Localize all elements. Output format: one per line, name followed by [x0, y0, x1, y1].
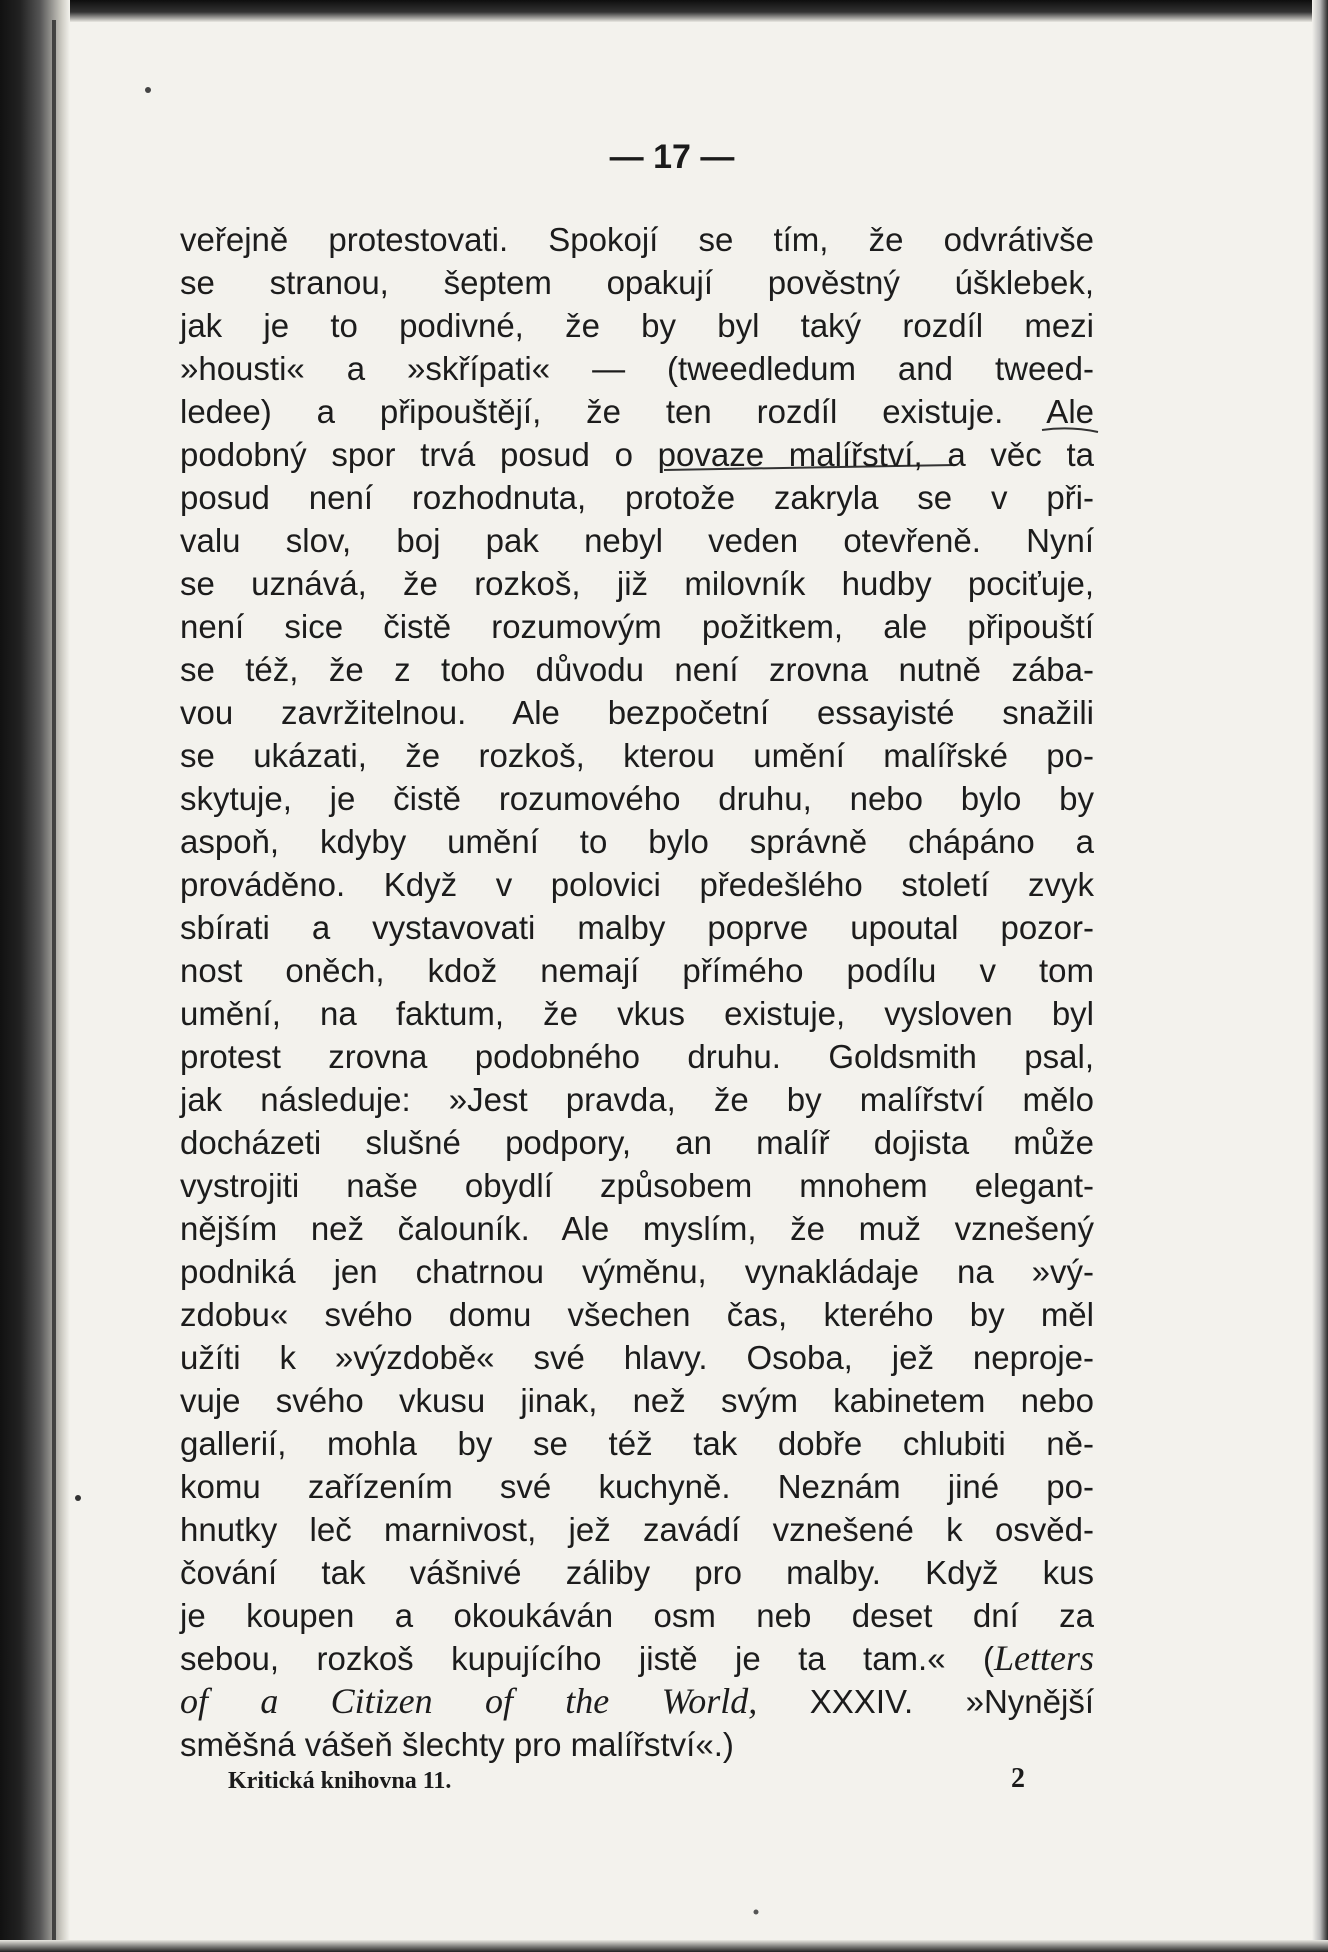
text-line: komu zařízením své kuchyně. Neznám jiné po- — [180, 1468, 1094, 1505]
text-line: se stranou, šeptem opakují pověstný úšklebek, — [180, 264, 1094, 301]
text-line: valu slov, boj pak nebyl veden otevřeně. Nyní — [180, 522, 1094, 559]
citation-title-rest: of a Citizen of the World, — [180, 1681, 758, 1721]
text-line: se též, že z toho důvodu není zrovna nutně zába- — [180, 651, 1094, 688]
text-line: vou zavržitelnou. Ale bezpočetní essayisté snažili — [180, 694, 1094, 731]
citation-numeral: XXXIV. »Nynější — [809, 1683, 1095, 1720]
text-line: užíti k »výzdobě« své hlavy. Osoba, jež neproje- — [180, 1339, 1094, 1376]
text-line: vuje svého vkusu jinak, než svým kabinetem nebo — [180, 1382, 1094, 1419]
text-line: aspoň, kdyby umění to bylo správně chápáno a — [180, 823, 1094, 860]
footer-signature: Kritická knihovna 11. — [228, 1768, 452, 1794]
page-number: — 17 — — [609, 138, 735, 176]
citation-title-start: Letters — [993, 1638, 1094, 1678]
text-line: prováděno. Když v polovici předešlého století zvyk — [180, 866, 1094, 903]
text-line: skytuje, je čistě rozumového druhu, nebo bylo by — [180, 780, 1094, 817]
text-line: podniká jen chatrnou výměnu, vynakládaje na »vý- — [180, 1253, 1094, 1290]
text-line: protest zrovna podobného druhu. Goldsmith psal, — [180, 1038, 1094, 1075]
text-line: vystrojiti naše obydlí způsobem mnohem elegant- — [180, 1167, 1094, 1204]
body-text — [180, 218, 1094, 1766]
text-line-content: sebou, rozkoš kupujícího jistě je ta tam.« — [180, 1640, 946, 1677]
citation-open-paren: ( — [982, 1640, 994, 1677]
text-line: se ukázati, že rozkoš, kterou umění malířské po- — [180, 737, 1094, 774]
text-line: posud není rozhodnuta, protože zakryla se v při- — [180, 479, 1094, 516]
text-line: je koupen a okoukáván osm neb deset dní za — [180, 1597, 1094, 1634]
text-line: umění, na faktum, že vkus existuje, vysloven byl — [180, 995, 1094, 1032]
text-line: ledee) a připouštějí, že ten rozdíl existuje. Ale — [180, 393, 1094, 430]
text-line-last: směšná vášeň šlechty pro malířství«.) — [180, 1726, 734, 1763]
text-line: se uznává, že rozkoš, již milovník hudby pociťuje, — [180, 565, 1094, 602]
text-line: podobný spor trvá posud o povaze malířství, a věc ta — [180, 436, 1094, 473]
text-line-with-citation — [180, 1637, 1094, 1680]
text-line: veřejně protestovati. Spokojí se tím, že odvrátivše — [180, 221, 1094, 258]
text-line: gallerií, mohla by se též tak dobře chlubiti ně- — [180, 1425, 1094, 1462]
text-line: není sice čistě rozumovým požitkem, ale připouští — [180, 608, 1094, 645]
text-line: čování tak vášnivé záliby pro malby. Když kus — [180, 1554, 1094, 1591]
text-line: jak následuje: »Jest pravda, že by malířství mělo — [180, 1081, 1094, 1118]
text-line: docházeti slušné podpory, an malíř dojista může — [180, 1124, 1094, 1161]
text-line: nost oněch, kdož nemají přímého podílu v tom — [180, 952, 1094, 989]
citation-line — [180, 1680, 1094, 1723]
text-line: »housti« a »skřípati« — (tweedledum and tweed- — [180, 350, 1094, 387]
text-line: jak je to podivné, že by byl taký rozdíl mezi — [180, 307, 1094, 344]
text-line: sbírati a vystavovati malby poprve upoutal pozor- — [180, 909, 1094, 946]
text-line: nějším než čalouník. Ale myslím, že muž vznešený — [180, 1210, 1094, 1247]
text-line: zdobu« svého domu všechen čas, kterého by měl — [180, 1296, 1094, 1333]
sheet-number: 2 — [1011, 1763, 1025, 1794]
text-line: hnutky leč marnivost, jež zavádí vznešené k osvěd- — [180, 1511, 1094, 1548]
